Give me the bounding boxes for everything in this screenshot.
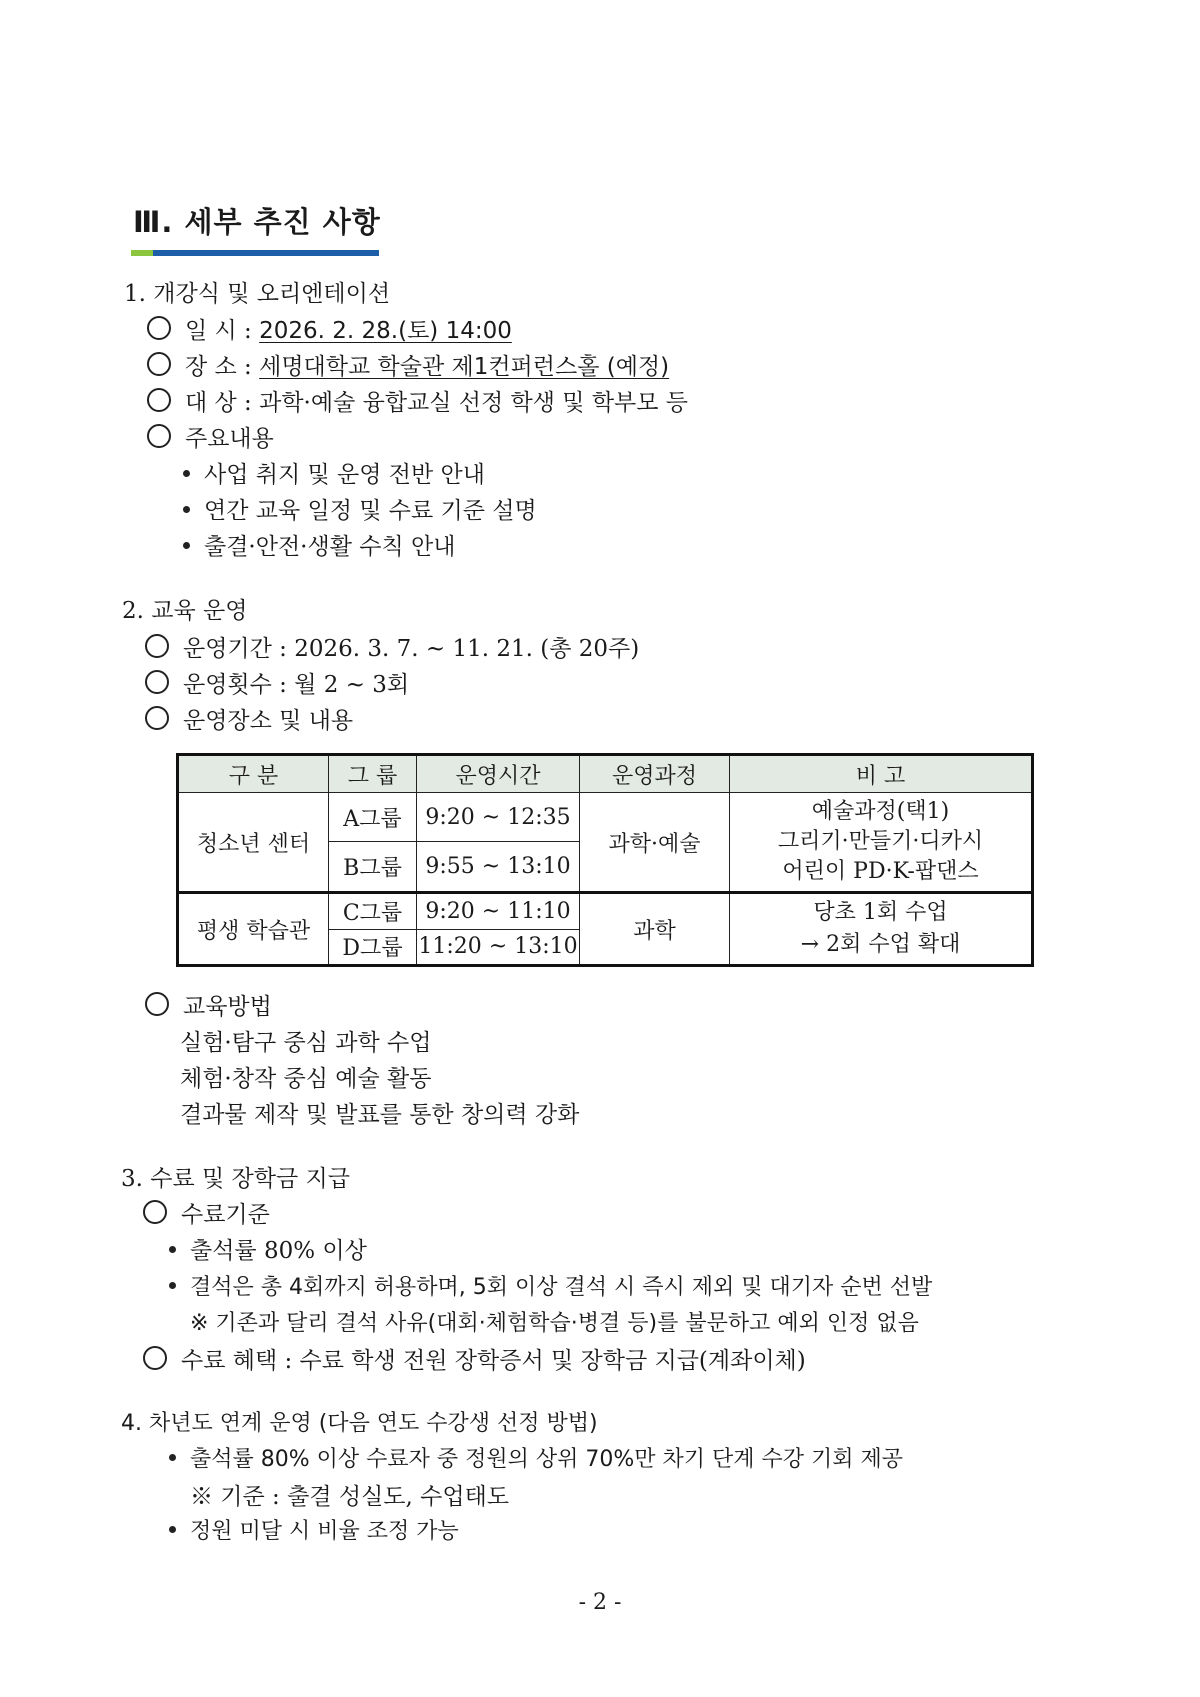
s1-place-line: 장 소 : 세명대학교 학술관 제1컨퍼런스홀 (예정) <box>147 348 669 381</box>
circle-bullet-icon <box>147 316 171 340</box>
table-cell-note: 예술과정(택1) 그리기·만들기·디카시 어린이 PD·K-팝댄스 <box>730 793 1033 893</box>
circle-bullet-icon <box>147 388 171 412</box>
table-cell-course: 과학 <box>580 893 730 966</box>
table-header-cell: 구 분 <box>178 755 329 793</box>
table-cell-time: 9:20 ~ 12:35 <box>417 793 580 842</box>
schedule-table <box>176 753 1034 967</box>
s3-bullet-absence: 결석은 총 4회까지 허용하며, 5회 이상 결석 시 즉시 제외 및 대기자 순번 선발 <box>169 1270 932 1301</box>
dot-bullet-icon <box>169 1454 176 1461</box>
s2-method-item: 실험·탐구 중심 과학 수업 <box>180 1030 432 1056</box>
table-cell-group: C그룹 <box>329 893 417 929</box>
dot-bullet-icon <box>169 1282 176 1289</box>
s2-count-line: 운영횟수 : 월 2 ~ 3회 <box>145 666 409 699</box>
s3-note: ※ 기존과 달리 결석 사유(대회·체험학습·병결 등)를 불문하고 예외 인정 없음 <box>190 1311 919 1336</box>
s1-content-label: 주요내용 <box>147 420 274 453</box>
table-header-cell: 그 룹 <box>329 755 417 793</box>
circle-bullet-icon <box>145 706 169 730</box>
table-cell-course: 과학·예술 <box>580 793 730 893</box>
table-row <box>178 793 1033 842</box>
section-2-heading: 2. 교육 운영 <box>122 598 248 624</box>
circle-bullet-icon <box>145 670 169 694</box>
table-cell-place: 평생 학습관 <box>178 893 329 966</box>
s4-bullet: 정원 미달 시 비율 조정 가능 <box>169 1514 459 1545</box>
s3-bullet: 출석률 80% 이상 <box>169 1232 367 1265</box>
table-header-cell: 운영과정 <box>580 755 730 793</box>
circle-bullet-icon <box>143 1200 167 1224</box>
s1-target-line: 대 상 : 과학·예술 융합교실 선정 학생 및 학부모 등 <box>147 384 688 417</box>
circle-bullet-icon <box>147 424 171 448</box>
s2-place-line: 운영장소 및 내용 <box>145 702 353 735</box>
table-cell-time: 9:55 ~ 13:10 <box>417 842 580 893</box>
dot-bullet-icon <box>169 1526 176 1533</box>
s2-period-line: 운영기간 : 2026. 3. 7. ~ 11. 21. (총 20주) <box>145 630 639 663</box>
s1-place-value: 세명대학교 학술관 제1컨퍼런스홀 (예정) <box>259 354 670 380</box>
circle-bullet-icon <box>143 1346 167 1370</box>
s2-method-item: 체험·창작 중심 예술 활동 <box>180 1066 432 1092</box>
section-4-heading: 4. 차년도 연계 운영 (다음 연도 수강생 선정 방법) <box>121 1411 598 1436</box>
s3-criteria-label: 수료기준 <box>143 1196 270 1229</box>
s1-date-value: 2026. 2. 28.(토) 14:00 <box>259 318 512 344</box>
s3-benefit-line: 수료 혜택 : 수료 학생 전원 장학증서 및 장학금 지급(계좌이체) <box>143 1342 806 1375</box>
table-header-cell: 운영시간 <box>417 755 580 793</box>
circle-bullet-icon <box>147 352 171 376</box>
table-cell-time: 11:20 ~ 13:10 <box>417 929 580 965</box>
section-title: Ⅲ. 세부 추진 사항 <box>133 205 381 239</box>
s4-bullet: 출석률 80% 이상 수료자 중 정원의 상위 70%만 차기 단계 수강 기회 제공 <box>169 1442 903 1473</box>
table-header-cell: 비 고 <box>730 755 1033 793</box>
table-header-row <box>178 755 1033 793</box>
circle-bullet-icon <box>145 634 169 658</box>
dot-bullet-icon <box>183 470 190 477</box>
section-3-heading: 3. 수료 및 장학금 지급 <box>121 1166 350 1192</box>
page-number: - 2 - <box>578 1590 622 1615</box>
table-cell-group: B그룹 <box>329 842 417 893</box>
table-cell-group: D그룹 <box>329 929 417 965</box>
dot-bullet-icon <box>183 542 190 549</box>
title-underline-bar <box>131 250 379 256</box>
table-row <box>178 893 1033 929</box>
s1-date-line: 일 시 : 2026. 2. 28.(토) 14:00 <box>147 312 512 345</box>
table-cell-note: 당초 1회 수업 → 2회 수업 확대 <box>730 893 1033 966</box>
s4-note: ※ 기준 : 출결 성실도, 수업태도 <box>190 1484 510 1510</box>
s2-method-item: 결과물 제작 및 발표를 통한 창의력 강화 <box>180 1102 580 1128</box>
dot-bullet-icon <box>183 506 190 513</box>
table-cell-time: 9:20 ~ 11:10 <box>417 893 580 929</box>
s2-method-label: 교육방법 <box>145 988 272 1021</box>
dot-bullet-icon <box>169 1246 176 1253</box>
circle-bullet-icon <box>145 992 169 1016</box>
table-cell-place: 청소년 센터 <box>178 793 329 893</box>
s1-bullet: 출결·안전·생활 수칙 안내 <box>183 528 455 561</box>
table-cell-group: A그룹 <box>329 793 417 842</box>
s1-bullet: 연간 교육 일정 및 수료 기준 설명 <box>183 492 537 525</box>
section-1-heading: 1. 개강식 및 오리엔테이션 <box>124 281 391 307</box>
s1-bullet: 사업 취지 및 운영 전반 안내 <box>183 456 485 489</box>
